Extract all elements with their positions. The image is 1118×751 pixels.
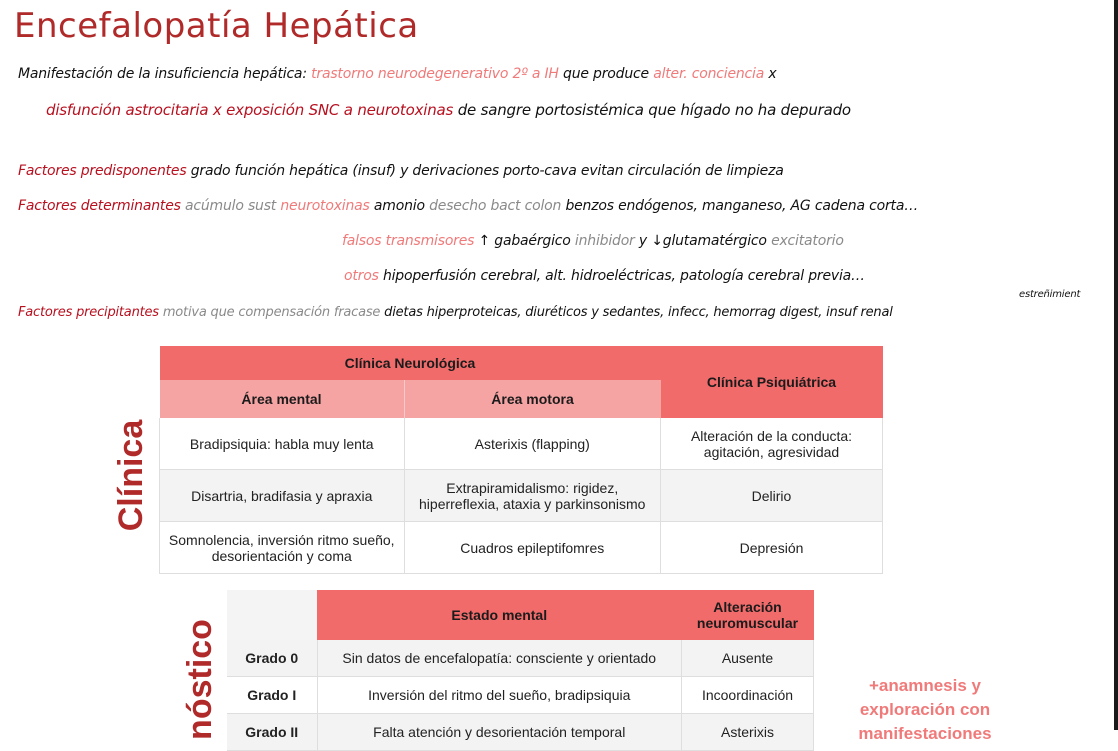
window-edge <box>1114 0 1118 730</box>
precipitantes-t1: motiva que compensación fracase <box>162 305 381 320</box>
header-clinica-neurologica: Clínica Neurológica <box>160 346 661 380</box>
predisponentes-label: Factores predisponentes <box>18 163 187 179</box>
header-alteracion-neuromuscular: Alteración neuromuscular <box>682 590 814 640</box>
diagnostico-table <box>227 590 814 751</box>
determinantes-line <box>18 198 918 214</box>
manifestacion-text-2: que produce <box>563 66 649 82</box>
falsos-f3: inhibidor <box>574 233 635 249</box>
manifestacion-text-6: de sangre portosistémica que hígado no ha depurado <box>457 101 851 119</box>
manifestacion-text-4: x <box>768 66 777 82</box>
manifestacion-line-2 <box>46 101 851 119</box>
manifestacion-text-5: disfunción astrocitaria x exposición SNC a neurotoxinas <box>46 101 454 119</box>
predisponentes-text: grado función hepática (insuf) y derivaciones porto-cava evitan circulación de limpieza <box>190 163 784 179</box>
table-cell: Asterixis <box>682 714 814 751</box>
table-cell: Disartria, bradifasia y apraxia <box>160 470 405 522</box>
table-cell: Ausente <box>682 640 814 677</box>
falsos-label: falsos transmisores <box>342 233 475 249</box>
predisponentes-line <box>18 163 784 179</box>
grade-cell: Grado II <box>227 714 317 751</box>
determinantes-t1: acúmulo sust <box>184 198 277 214</box>
falsos-transmisores-line <box>342 233 844 249</box>
table-cell: Depresión <box>661 522 883 574</box>
table-cell: Alteración de la conducta: agitación, agresividad <box>661 418 883 470</box>
clinica-side-label: Clínica <box>112 419 151 532</box>
determinantes-t3: amonio <box>373 198 425 214</box>
table-row <box>160 418 883 470</box>
table-row <box>227 714 814 751</box>
table-cell: Somnolencia, inversión ritmo sueño, desorientación y coma <box>160 522 405 574</box>
table-cell: Incoordinación <box>682 677 814 714</box>
table-row <box>160 522 883 574</box>
grade-cell: Grado I <box>227 677 317 714</box>
precipitantes-above: estreñimient <box>1019 289 1081 300</box>
manifestacion-text-1: trastorno neurodegenerativo 2º a IH <box>311 66 559 82</box>
falsos-f2: ↑ gabaérgico <box>478 233 571 249</box>
otros-text: hipoperfusión cerebral, alt. hidroeléctricas, patología cerebral previa… <box>382 268 865 284</box>
header-area-motora: Área motora <box>404 380 661 418</box>
table-row <box>160 470 883 522</box>
precipitantes-t2: dietas hiperproteicas, diuréticos y sedantes, infecc, hemorrag digest, insuf renal <box>384 305 893 320</box>
diagnostico-note: +anamnesis y exploración con manifestaciones <box>858 676 992 743</box>
table-cell: Falta atención y desorientación temporal <box>317 714 682 751</box>
table-cell: Delirio <box>661 470 883 522</box>
header-clinica-psiquiatrica: Clínica Psiquiátrica <box>661 346 883 418</box>
header-area-mental: Área mental <box>160 380 405 418</box>
precipitantes-label: Factores precipitantes <box>18 305 159 320</box>
table-cell: Sin datos de encefalopatía: consciente y orientado <box>317 640 682 677</box>
table-row <box>227 677 814 714</box>
determinantes-label: Factores determinantes <box>18 198 181 214</box>
manifestacion-text-3: alter. conciencia <box>653 66 765 82</box>
determinantes-t5: benzos endógenos, manganeso, AG cadena corta… <box>565 198 918 214</box>
determinantes-t2: neurotoxinas <box>280 198 370 214</box>
determinantes-t4: desecho bact colon <box>429 198 562 214</box>
table-cell: Extrapiramidalismo: rigidez, hiperreflexia, ataxia y parkinsonismo <box>404 470 661 522</box>
table-row <box>227 640 814 677</box>
precipitantes-line <box>18 305 893 320</box>
manifestacion-line-1 <box>18 66 776 82</box>
falsos-f4: y ↓glutamatérgico <box>638 233 767 249</box>
grade-cell: Grado 0 <box>227 640 317 677</box>
diagnostico-side-label: nóstico <box>180 619 219 740</box>
table-cell: Bradipsiquia: habla muy lenta <box>160 418 405 470</box>
header-estado-mental: Estado mental <box>317 590 682 640</box>
clinica-table <box>159 346 883 574</box>
manifestacion-label: Manifestación de la insuficiencia hepática: <box>18 66 307 82</box>
falsos-f5: excitatorio <box>771 233 844 249</box>
otros-label: otros <box>344 268 379 284</box>
otros-line <box>344 268 865 284</box>
header-blank <box>227 590 317 640</box>
page-title: Encefalopatía Hepática <box>14 6 419 46</box>
table-cell: Asterixis (flapping) <box>404 418 661 470</box>
table-cell: Cuadros epileptifomres <box>404 522 661 574</box>
table-cell: Inversión del ritmo del sueño, bradipsiquia <box>317 677 682 714</box>
